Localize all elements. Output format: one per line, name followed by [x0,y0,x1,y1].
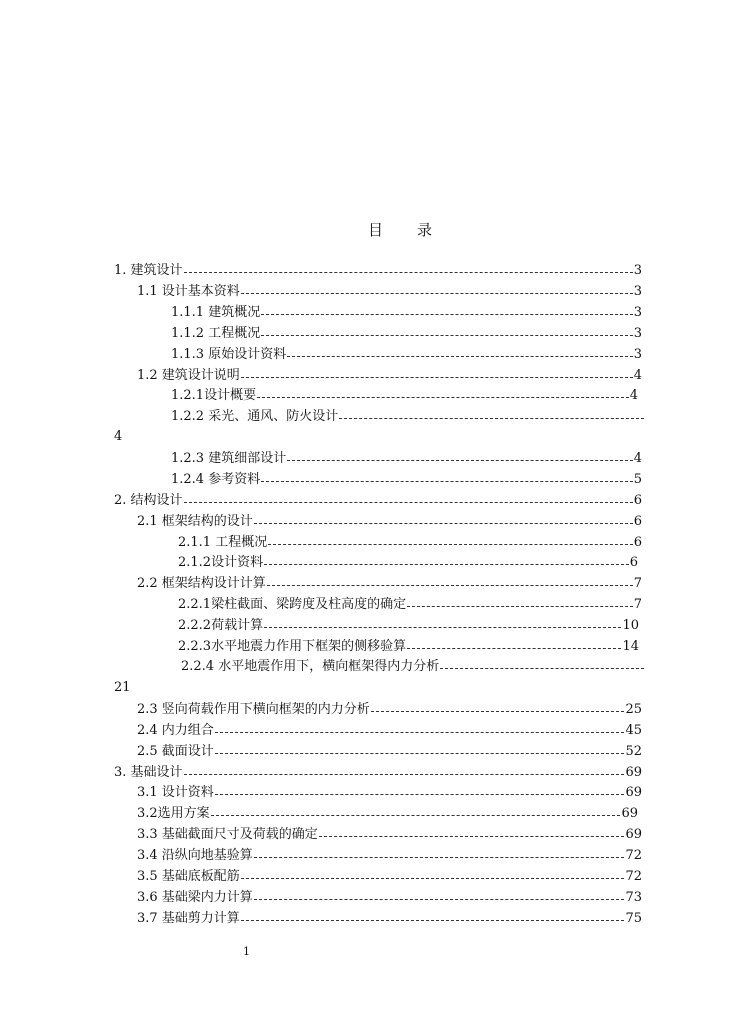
toc-entry-label: 2.2.2荷载计算 [178,618,264,633]
toc-entry [137,888,642,908]
toc-entry-label: 1.2.4 参考资料 [171,472,261,487]
toc-entry [178,595,642,615]
toc-entry-page: 6 [633,514,642,529]
toc-entry-page: 3 [633,347,642,362]
toc-entry-label: 2.1 框架结构的设计 [137,514,253,529]
toc-entry-label: 2.4 内力组合 [137,723,214,738]
toc-entry-page: 73 [625,890,642,905]
toc-entry [137,846,642,866]
toc-leader [264,626,621,628]
toc-entry-page: 6 [629,555,638,570]
toc-leader [261,313,633,315]
toc-entry-label: 3.6 基础梁内力计算 [137,890,253,905]
toc-entry-label: 2.2.4 水平地震作用下，横向框架得内力分析 [181,659,440,674]
toc-entry-page: 69 [625,785,642,800]
toc-entry-label: 1.2.1设计概要 [171,388,257,403]
toc-leader [407,605,633,607]
toc-leader [215,731,625,733]
toc-entry-page: 4 [114,429,123,444]
toc-leader [267,584,633,586]
toc-entry-page: 7 [633,597,642,612]
toc-entry [171,386,638,406]
toc-entry-page: 6 [633,493,642,508]
toc-leader [241,919,625,921]
toc-entry [137,825,642,845]
toc-entry-page: 6 [633,535,642,550]
toc-leader [371,710,625,712]
toc-entry-page: 69 [625,827,642,842]
toc-entry-label: 2.2.1梁柱截面、梁跨度及柱高度的确定 [178,597,407,612]
toc-entry-label: 1.2.3 建筑细部设计 [171,451,287,466]
toc-entry-page: 75 [625,911,642,926]
toc-leader [319,835,625,837]
toc-entry-page: 52 [625,744,642,759]
page-number: 1 [243,945,250,958]
toc-leader [287,355,633,357]
toc-entry-label: 3.4 沿纵向地基验算 [137,848,253,863]
toc-leader [287,459,633,461]
toc-leader [339,417,644,419]
toc-entry [171,407,644,427]
toc-entry [178,553,638,573]
toc-entry-label: 1.1.2 工程概况 [171,326,261,341]
toc-entry-label: 3.3 基础截面尺寸及荷载的确定 [137,827,318,842]
toc-entry-label: 2.3 竖向荷载作用下横向框架的内力分析 [137,702,370,717]
toc-entry [137,366,642,386]
toc-title-char-2: 录 [417,221,433,239]
toc-entry-label: 2.1.2设计资料 [178,555,264,570]
toc-leader [241,877,625,879]
toc-entry-page: 5 [633,472,642,487]
toc-entry [137,512,642,532]
toc-leader [241,376,633,378]
toc-leader [184,271,633,273]
toc-entry-label: 3. 基础设计 [114,765,183,780]
toc-entry-label: 3.2选用方案 [137,806,210,821]
toc-entry-page: 45 [625,723,642,738]
toc-entry-page: 25 [625,702,642,717]
toc-entry-label: 2.2 框架结构设计计算 [137,576,266,591]
toc-entry-page: 4 [633,368,642,383]
toc-entry [137,721,642,741]
toc-entry-page: 3 [633,326,642,341]
toc-entry-label: 1.2 建筑设计说明 [137,368,240,383]
toc-entry-label: 3.1 设计资料 [137,785,214,800]
toc-entry-page: 3 [633,305,642,320]
toc-entry-label: 2.1.1 工程概况 [178,535,268,550]
toc-leader [215,752,625,754]
toc-entry-page: 69 [621,806,638,821]
toc-entry [137,909,642,929]
toc-leader [264,563,629,565]
toc-entry [171,449,642,469]
toc-entry [137,867,642,887]
toc-entry [171,303,642,323]
toc-entry [171,345,642,365]
toc-entry [171,324,642,344]
toc-entry [137,783,642,803]
toc-entry [137,700,642,720]
toc-leader [261,334,633,336]
toc-entry [178,616,639,636]
toc-entry [171,470,642,490]
toc-entry-page: 72 [625,869,642,884]
toc-entry-page: 4 [629,388,638,403]
toc-leader [440,667,644,669]
toc-entry [137,282,642,302]
toc-entry [114,261,642,281]
toc-leader [261,480,633,482]
toc-leader [268,543,633,545]
toc-entry-page: 10 [622,618,639,633]
toc-leader [184,773,625,775]
toc-entry-page: 7 [633,576,642,591]
toc-entry-label: 1.1.3 原始设计资料 [171,347,287,362]
toc-leader [254,856,625,858]
toc-entry-label: 3.5 基础底板配筋 [137,869,240,884]
toc-leader [254,522,633,524]
toc-entry-label: 1.1.1 建筑概况 [171,305,261,320]
toc-leader [241,292,633,294]
toc-entry [114,763,642,783]
toc-entry-label: 2. 结构设计 [114,493,183,508]
toc-entry-label: 1.1 设计基本资料 [137,284,240,299]
toc-leader [211,814,621,816]
toc-leader [407,647,621,649]
toc-entry-page: 4 [633,451,642,466]
toc-entry-page: 69 [625,765,642,780]
toc-entry-page: 72 [625,848,642,863]
toc-entry [178,637,639,657]
toc-entry [181,657,644,677]
toc-title [0,219,740,240]
toc-leader [257,396,629,398]
toc-leader [184,501,633,503]
toc-entry-label: 3.7 基础剪力计算 [137,911,240,926]
toc-entry-page: 3 [633,263,642,278]
toc-entry [114,491,642,511]
toc-title-char-1: 目 [367,221,383,239]
toc-entry-label: 1. 建筑设计 [114,263,183,278]
toc-entry-page: 21 [114,680,131,695]
toc-entry-page: 3 [633,284,642,299]
toc-entry [137,742,642,762]
toc-entry-page: 14 [622,639,639,654]
toc-entry-label: 1.2.2 采光、通风、防火设计 [171,409,339,424]
toc-entry [178,533,642,553]
toc-entry [137,574,642,594]
toc-entry [137,804,638,824]
toc-leader [254,898,625,900]
toc-entry-label: 2.5 截面设计 [137,744,214,759]
toc-leader [215,793,625,795]
toc-entry-label: 2.2.3水平地震力作用下框架的侧移验算 [178,639,407,654]
